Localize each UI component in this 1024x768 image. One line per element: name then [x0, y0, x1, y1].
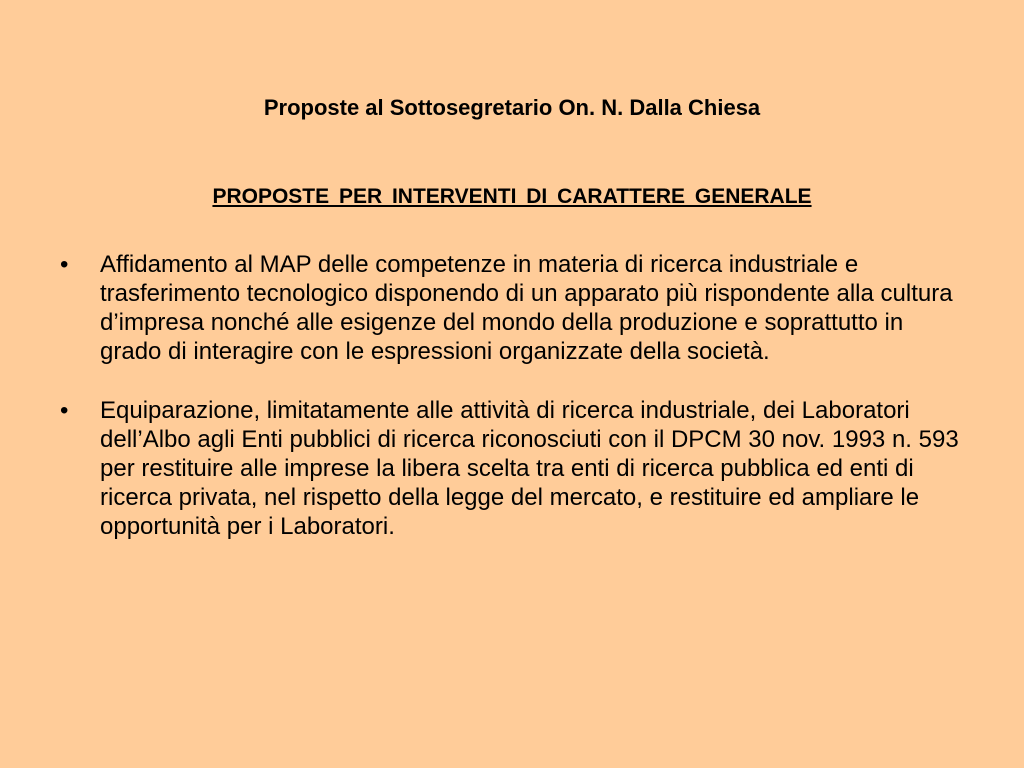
slide-subtitle: PROPOSTE PER INTERVENTI DI CARATTERE GENERALE	[212, 185, 812, 208]
bullet-item	[0, 396, 965, 541]
bullet-dot-icon: •	[60, 251, 69, 278]
bullet-list	[0, 250, 1024, 571]
bullet-dot-icon: •	[60, 397, 69, 424]
slide-title: Proposte al Sottosegretario On. N. Dalla Chiesa	[263, 95, 761, 120]
bullet-item	[0, 250, 965, 366]
bullet-text: Equiparazione, limitatamente alle attività di ricerca industriale, dei Laboratori dell’Albo agli Enti pubblici di ricerca riconosciuti con il DPCM 30 nov. 1993 n. 593 per restituire alle imprese la libera scelta tra enti di ricerca pubblica ed enti di ricerca privata, nel rispetto della legge del mercato, e restituire ed ampliare le opportunità per i Laboratori.	[100, 397, 959, 540]
bullet-text: Affidamento al MAP delle competenze in materia di ricerca industriale e trasferimento tecnologico disponendo di un apparato più rispondente alla cultura d’impresa nonché alle esigenze del mondo della produzione e soprattutto in grado di interagire con le espressioni organizzate della società.	[100, 251, 953, 365]
